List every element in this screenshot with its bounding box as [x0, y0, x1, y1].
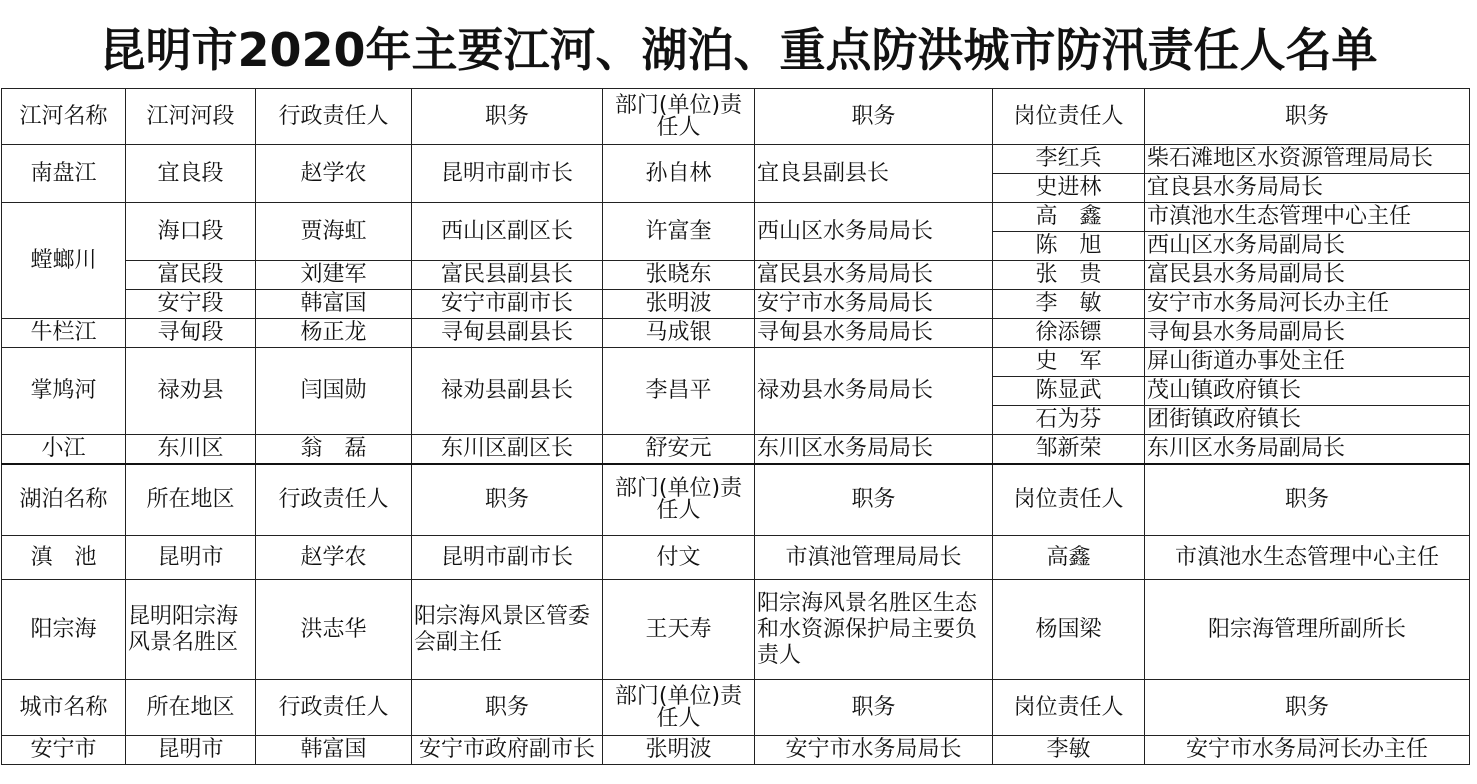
header-cell: 职务	[755, 89, 993, 145]
dept-person: 孙自林	[603, 145, 755, 203]
dept-title: 安宁市水务局局长	[755, 736, 993, 765]
post-title: 柴石滩地区水资源管理局局长	[1145, 145, 1470, 174]
admin-person: 闫国勋	[256, 348, 412, 435]
admin-title: 寻甸县副县长	[412, 319, 603, 348]
admin-person: 贾海虹	[256, 203, 412, 261]
post-title: 西山区水务局副局长	[1145, 232, 1470, 261]
header-cell: 职务	[755, 464, 993, 536]
dept-title: 西山区水务局局长	[755, 203, 993, 261]
city-name: 安宁市	[2, 736, 126, 765]
admin-title: 富民县副县长	[412, 261, 603, 290]
table-row	[2, 536, 1470, 580]
table-row	[2, 348, 1470, 377]
header-cell: 所在地区	[126, 464, 256, 536]
admin-person: 韩富国	[256, 290, 412, 319]
admin-title: 昆明市副市长	[412, 536, 603, 580]
header-cell: 部门(单位)责任人	[603, 680, 755, 736]
header-cell: 职务	[1145, 464, 1470, 536]
header-cell: 江河河段	[126, 89, 256, 145]
header-cell: 岗位责任人	[993, 89, 1145, 145]
admin-person: 刘建军	[256, 261, 412, 290]
post-title: 屏山街道办事处主任	[1145, 348, 1470, 377]
header-cell: 职务	[1145, 89, 1470, 145]
post-person: 石为芬	[993, 406, 1145, 435]
header-cell: 职务	[412, 680, 603, 736]
dept-title: 东川区水务局局长	[755, 435, 993, 464]
river-header-row	[2, 89, 1470, 145]
header-cell: 城市名称	[2, 680, 126, 736]
river-segment: 禄劝县	[126, 348, 256, 435]
header-cell: 职务	[412, 89, 603, 145]
post-title: 宜良县水务局局长	[1145, 174, 1470, 203]
admin-title: 昆明市副市长	[412, 145, 603, 203]
header-cell: 部门(单位)责任人	[603, 89, 755, 145]
post-title: 富民县水务局副局长	[1145, 261, 1470, 290]
post-person: 李 敏	[993, 290, 1145, 319]
post-person: 李红兵	[993, 145, 1145, 174]
dept-person: 王天寿	[603, 580, 755, 680]
header-cell: 所在地区	[126, 680, 256, 736]
dept-person: 付文	[603, 536, 755, 580]
admin-person: 韩富国	[256, 736, 412, 765]
header-cell: 湖泊名称	[2, 464, 126, 536]
header-cell: 岗位责任人	[993, 680, 1145, 736]
header-cell: 行政责任人	[256, 89, 412, 145]
post-person: 徐添镖	[993, 319, 1145, 348]
dept-title: 宜良县副县长	[755, 145, 993, 203]
post-person: 陈显武	[993, 377, 1145, 406]
admin-person: 赵学农	[256, 536, 412, 580]
lake-area: 昆明阳宗海风景名胜区	[126, 580, 256, 680]
post-title: 东川区水务局副局长	[1145, 435, 1470, 464]
table-row	[2, 319, 1470, 348]
river-name: 掌鸠河	[2, 348, 126, 435]
post-person: 史进林	[993, 174, 1145, 203]
header-cell: 江河名称	[2, 89, 126, 145]
dept-person: 马成银	[603, 319, 755, 348]
page-title: 昆明市2020年主要江河、湖泊、重点防洪城市防汛责任人名单	[99, 23, 1378, 77]
river-segment: 海口段	[126, 203, 256, 261]
header-cell: 职务	[755, 680, 993, 736]
dept-person: 舒安元	[603, 435, 755, 464]
header-cell: 职务	[412, 464, 603, 536]
header-cell: 行政责任人	[256, 464, 412, 536]
dept-person: 许富奎	[603, 203, 755, 261]
table-row	[2, 203, 1470, 232]
admin-person: 杨正龙	[256, 319, 412, 348]
table-row	[2, 145, 1470, 174]
river-segment: 安宁段	[126, 290, 256, 319]
admin-title: 阳宗海风景区管委会副主任	[412, 580, 603, 680]
dept-title: 阳宗海风景名胜区生态和水资源保护局主要负责人	[755, 580, 993, 680]
river-name: 小江	[2, 435, 126, 464]
post-title: 阳宗海管理所副所长	[1145, 580, 1470, 680]
table-row	[2, 261, 1470, 290]
header-cell: 行政责任人	[256, 680, 412, 736]
table-row	[2, 290, 1470, 319]
table-row	[2, 736, 1470, 765]
post-title: 寻甸县水务局副局长	[1145, 319, 1470, 348]
admin-person: 洪志华	[256, 580, 412, 680]
post-person: 张 贵	[993, 261, 1145, 290]
admin-title: 禄劝县副县长	[412, 348, 603, 435]
dept-title: 禄劝县水务局局长	[755, 348, 993, 435]
river-segment: 东川区	[126, 435, 256, 464]
post-title: 市滇池水生态管理中心主任	[1145, 536, 1470, 580]
dept-person: 李昌平	[603, 348, 755, 435]
river-name: 螳螂川	[2, 203, 126, 319]
post-person: 史 军	[993, 348, 1145, 377]
river-name: 牛栏江	[2, 319, 126, 348]
header-cell: 部门(单位)责任人	[603, 464, 755, 536]
dept-title: 市滇池管理局局长	[755, 536, 993, 580]
post-person: 邹新荣	[993, 435, 1145, 464]
post-person: 李敏	[993, 736, 1145, 765]
header-cell: 岗位责任人	[993, 464, 1145, 536]
responsibility-table	[1, 88, 1470, 765]
dept-title: 富民县水务局局长	[755, 261, 993, 290]
post-person: 高鑫	[993, 536, 1145, 580]
city-header-row	[2, 680, 1470, 736]
lake-area: 昆明市	[126, 536, 256, 580]
river-segment: 寻甸段	[126, 319, 256, 348]
dept-person: 张明波	[603, 290, 755, 319]
post-title: 茂山镇政府镇长	[1145, 377, 1470, 406]
post-person: 杨国梁	[993, 580, 1145, 680]
river-segment: 宜良段	[126, 145, 256, 203]
post-title: 团街镇政府镇长	[1145, 406, 1470, 435]
admin-person: 赵学农	[256, 145, 412, 203]
post-person: 陈 旭	[993, 232, 1145, 261]
river-segment: 富民段	[126, 261, 256, 290]
post-title: 安宁市水务局河长办主任	[1145, 736, 1470, 765]
river-name: 南盘江	[2, 145, 126, 203]
admin-title: 安宁市副市长	[412, 290, 603, 319]
post-title: 安宁市水务局河长办主任	[1145, 290, 1470, 319]
post-title: 市滇池水生态管理中心主任	[1145, 203, 1470, 232]
dept-person: 张晓东	[603, 261, 755, 290]
post-person: 高 鑫	[993, 203, 1145, 232]
admin-title: 安宁市政府副市长	[412, 736, 603, 765]
header-cell: 职务	[1145, 680, 1470, 736]
lake-header-row	[2, 464, 1470, 536]
admin-title: 西山区副区长	[412, 203, 603, 261]
table-row	[2, 435, 1470, 464]
dept-title: 寻甸县水务局局长	[755, 319, 993, 348]
admin-person: 翁 磊	[256, 435, 412, 464]
admin-title: 东川区副区长	[412, 435, 603, 464]
dept-person: 张明波	[603, 736, 755, 765]
city-area: 昆明市	[126, 736, 256, 765]
table-row	[2, 580, 1470, 680]
lake-name: 滇 池	[2, 536, 126, 580]
dept-title: 安宁市水务局局长	[755, 290, 993, 319]
lake-name: 阳宗海	[2, 580, 126, 680]
